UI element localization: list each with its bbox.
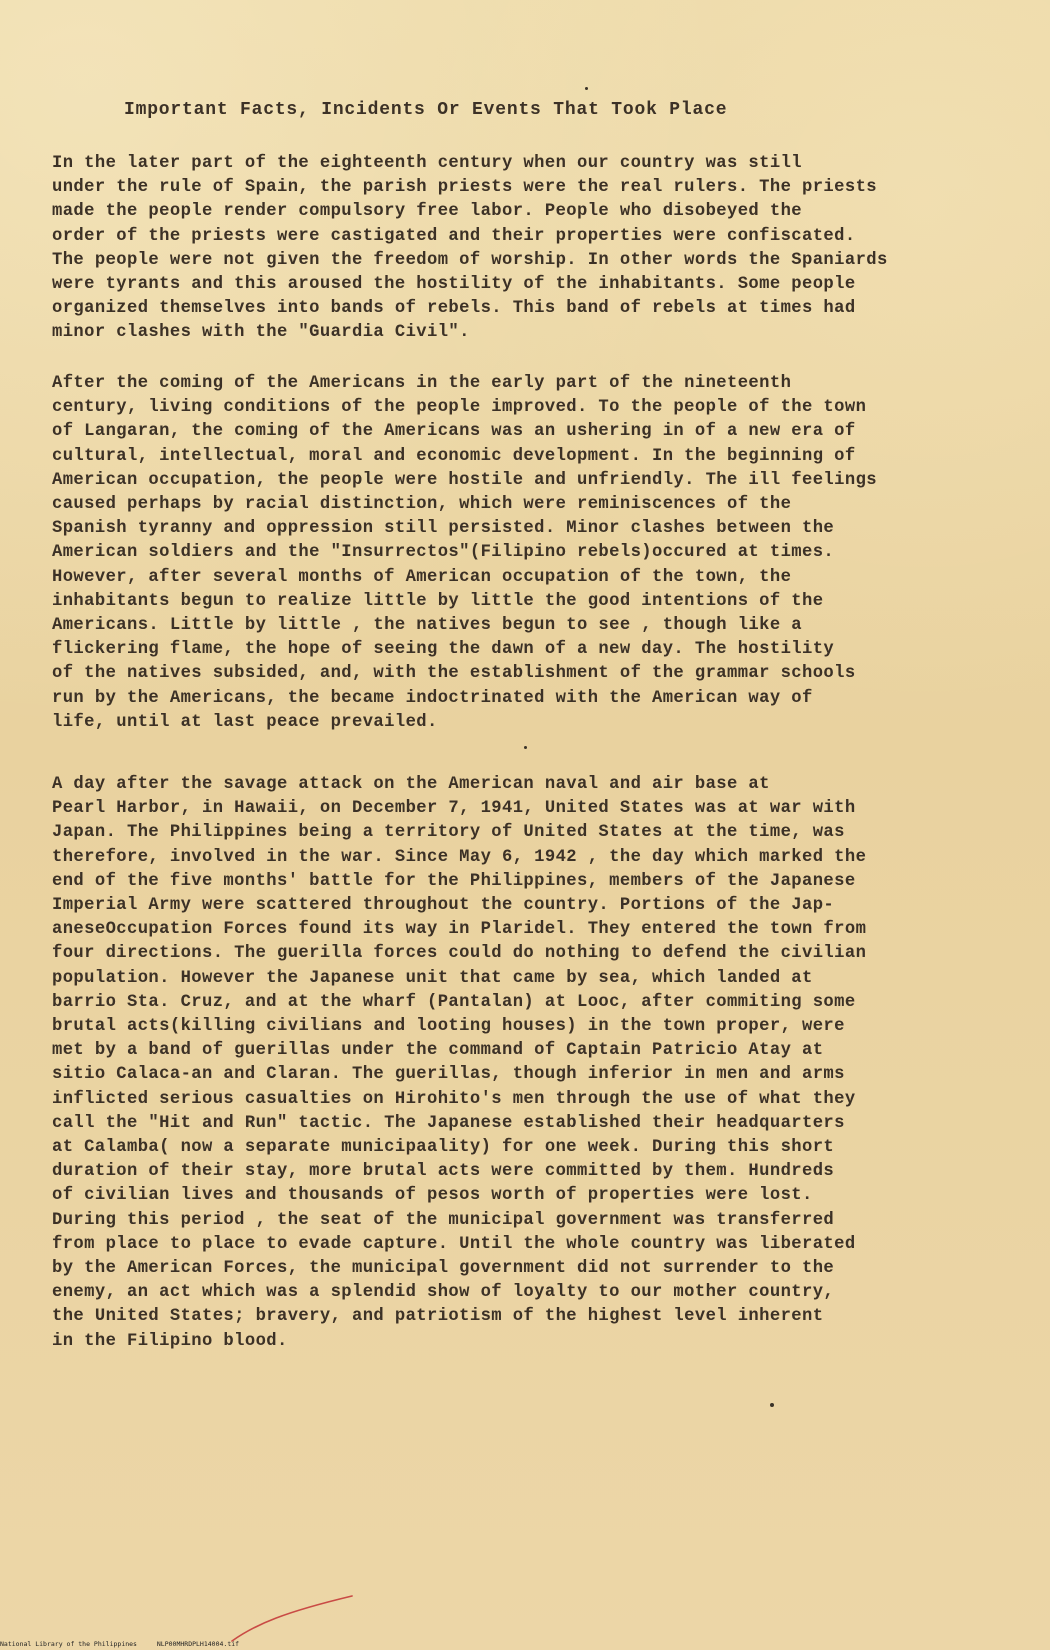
scan-footer [0,1640,239,1648]
paragraph-japanese-occupation: A day after the savage attack on the American naval and air base at Pearl Harbor, in Hawaii, on December 7, 1941, United States was at war with Japan. The Philippines being a territory of United States at the time, was therefore, involved in the war. Since May 6, 1942 , the day which marked the end of the five months' battle for the Philippines, members of the Japanese Imperial Army were scattered throughout the country. Portions of the Jap- aneseOccupation Forces found its way in Plaridel. They entered the town from four directions. The guerilla forces could do nothing to defend the civilian population. However the Japanese unit that came by sea, which landed at barrio Sta. Cruz, and at the wharf (Pantalan) at Looc, after commiting some brutal acts(killing civilians and looting houses) in the town proper, were met by a band of guerillas under the command of Captain Patricio Atay at sitio Calaca-an and Claran. The guerillas, though inferior in men and arms inflicted serious casualties on Hirohito's men through the use of what they call the "Hit and Run" tactic. The Japanese established their headquarters at Calamba( now a separate municipaality) for one week. During this short duration of their stay, more brutal acts were committed by them. Hundreds of civilian lives and thousands of pesos worth of properties were lost. During this period , the seat of the municipal government was transferred from place to place to evade capture. Until the whole country was liberated by the American Forces, the municipal government did not surrender to the enemy, an act which was a splendid show of loyalty to our mother country, the United States; bravery, and patriotism of the highest level inherent in the Filipino blood. [52,775,867,1351]
source-label: National Library of the Philippines [0,1640,137,1648]
paragraph-american-period: After the coming of the Americans in the early part of the nineteenth century, living conditions of the people improved. To the people of the town of Langaran, the coming of the Americans was an ushering in of a new era of cultural, intellectual, moral and economic development. In the beginning of American occupation, the people were hostile and unfriendly. The ill feelings caused perhaps by racial distinction, which were reminiscences of the Spanish tyranny and oppression still persisted. Minor clashes between the American soldiers and the "Insurrectos"(Filipino rebels)occured at times. However, after several months of American occupation of the town, the inhabitants begun to realize little by little the good intentions of the Americans. Little by little , the natives begun to see , though like a flickering flame, the hope of seeing the dawn of a new day. The hostility of the natives subsided, and, with the establishment of the grammar schools run by the Americans, the became indoctrinated with the American way of life, until at last peace prevailed. [52,374,877,732]
document-title: Important Facts, Incidents Or Events That Took Place [124,100,728,120]
paragraph-spanish-rule: In the later part of the eighteenth century when our country was still under the rule of Spain, the parish priests were the real rulers. The priests made the people render compulsory free labor. People who disobeyed the order of the priests were castigated and their properties were confiscated. The people were not given the freedom of worship. In other words the Spaniards were tyrants and this aroused the hostility of the inhabitants. Some people organized themselves into bands of rebels. This band of rebels at times had minor clashes with the "Guardia Civil". [52,154,888,343]
ink-speck [770,1403,774,1407]
ink-speck [524,746,527,749]
file-label: NLP00MHRDPLH14004.tif [156,1640,240,1648]
ink-speck [585,87,588,90]
red-pencil-mark [228,1592,358,1646]
